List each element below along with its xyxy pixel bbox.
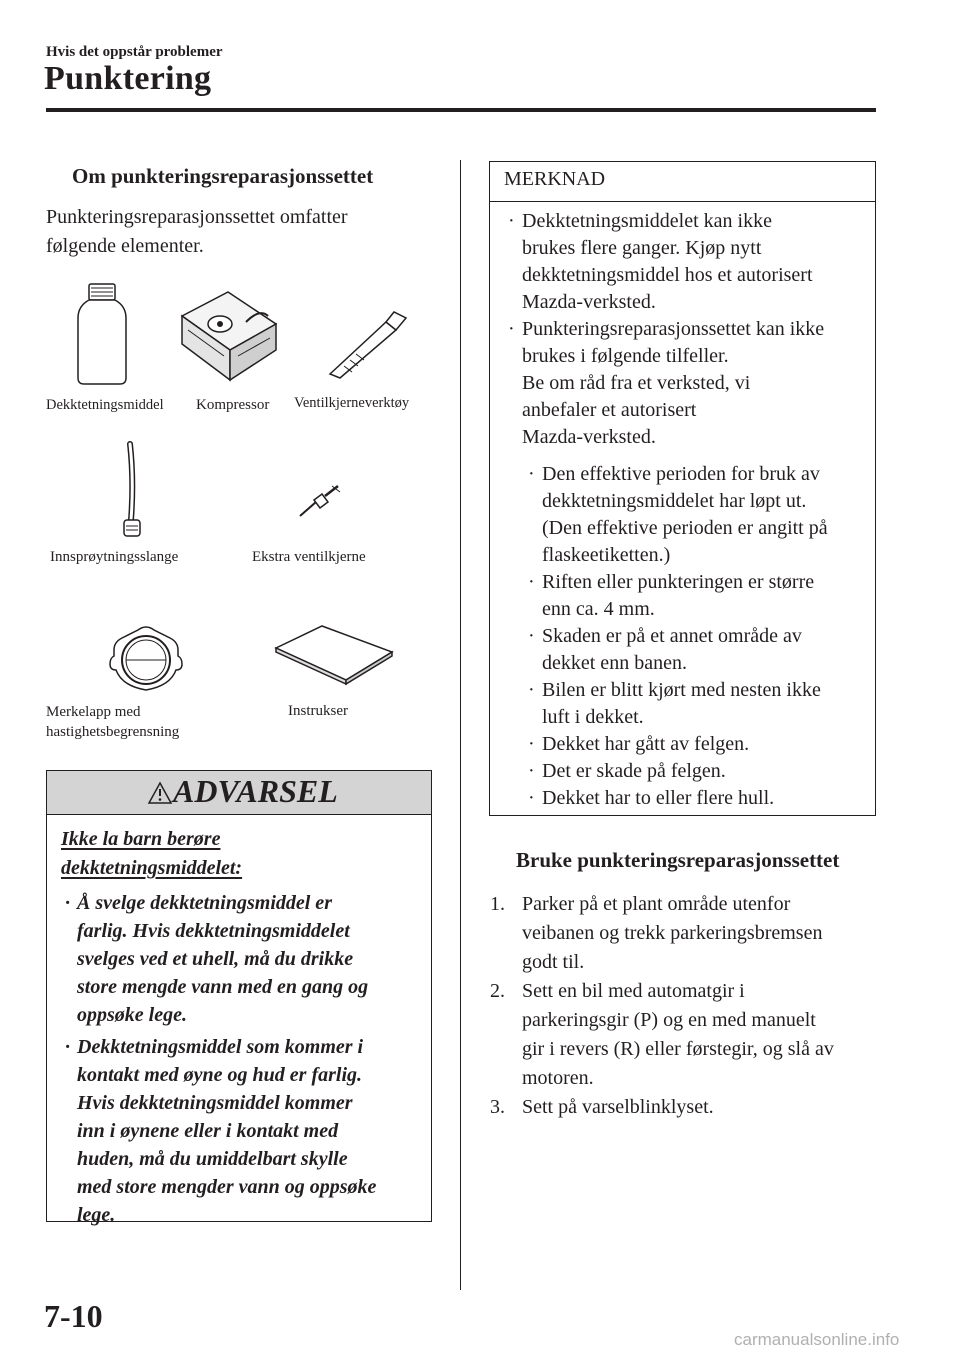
compressor-icon bbox=[176, 286, 280, 390]
note-sub-item-line: Den effektive perioden for bruk av bbox=[542, 463, 820, 485]
step-line: veibanen og trekk parkeringsbremsen bbox=[522, 922, 823, 944]
warning-item-line: kontakt med øyne og hud er farlig. bbox=[77, 1064, 363, 1086]
note-item-line: Be om råd fra et verksted, vi bbox=[522, 372, 751, 394]
kit-intro-line: Punkteringsreparasjonssettet omfatter bbox=[46, 206, 348, 228]
warning-item-line: inn i øynene eller i kontakt med bbox=[77, 1120, 339, 1142]
page-title: Punktering bbox=[44, 60, 212, 97]
step-number: 1. bbox=[490, 893, 505, 915]
note-sub-item bbox=[524, 623, 868, 677]
usage-heading: Bruke punkteringsreparasjonssettet bbox=[516, 848, 840, 872]
usage-step bbox=[490, 977, 876, 1093]
title-rule bbox=[46, 108, 876, 112]
note-item-line: Mazda-verksted. bbox=[522, 426, 656, 448]
usage-step bbox=[490, 1093, 876, 1122]
warning-item-line: svelges ved et uhell, må du drikke bbox=[77, 948, 354, 970]
note-sub-item bbox=[524, 731, 868, 758]
spare-valve-core-label: Ekstra ventilkjerne bbox=[252, 549, 366, 565]
note-sub-item-line: dekket enn banen. bbox=[542, 652, 687, 674]
note-header bbox=[490, 162, 875, 202]
note-sub-item-line: Skaden er på et annet område av bbox=[542, 625, 802, 647]
note-item-line: brukes i følgende tilfeller. bbox=[522, 345, 729, 367]
note-box bbox=[489, 161, 876, 816]
speed-limit-label-icon bbox=[108, 624, 184, 694]
note-sub-item bbox=[524, 677, 868, 731]
valve-tool-label: Ventilkjerneverktøy bbox=[294, 395, 410, 411]
warning-item bbox=[61, 889, 425, 1029]
warning-list bbox=[61, 889, 425, 1229]
bullet-dot: · bbox=[528, 760, 535, 782]
bullet-dot: · bbox=[508, 210, 515, 232]
kit-intro-line: følgende elementer. bbox=[46, 235, 204, 257]
note-item-line: anbefaler et autorisert bbox=[522, 399, 697, 421]
step-line: godt til. bbox=[522, 951, 585, 973]
note-sub-item bbox=[524, 758, 868, 785]
note-sub-item-line: Det er skade på felgen. bbox=[542, 760, 726, 782]
note-sub-item-line: Dekket har to eller flere hull. bbox=[542, 787, 775, 809]
bullet-dot: · bbox=[65, 1036, 70, 1058]
bullet-dot: · bbox=[508, 318, 515, 340]
warning-item bbox=[61, 1033, 425, 1229]
note-item-line: Dekktetningsmiddelet kan ikke bbox=[522, 210, 772, 232]
spare-valve-core-icon bbox=[296, 482, 344, 520]
section-label: Hvis det oppstår problemer bbox=[46, 44, 223, 60]
step-line: gir i revers (R) eller førstegir, og slå av bbox=[522, 1038, 834, 1060]
note-item-line: Mazda-verksted. bbox=[522, 291, 656, 313]
warning-item-line: lege. bbox=[77, 1204, 116, 1226]
compressor-label: Kompressor bbox=[196, 397, 270, 413]
step-line: motoren. bbox=[522, 1067, 594, 1089]
warning-item-line: med store mengder vann og oppsøke bbox=[77, 1176, 377, 1198]
step-line: Sett en bil med automatgir i bbox=[522, 980, 745, 1002]
note-list bbox=[504, 208, 868, 812]
injection-hose-icon bbox=[116, 440, 150, 540]
note-sub-item bbox=[524, 785, 868, 812]
note-sub-item-line: dekktetningsmiddelet har løpt ut. bbox=[542, 490, 807, 512]
bullet-dot: · bbox=[528, 679, 535, 701]
page-number: 7-10 bbox=[44, 1298, 103, 1334]
usage-steps bbox=[490, 890, 876, 1122]
step-number: 3. bbox=[490, 1096, 505, 1118]
warning-subtitle-line: Ikke la barn berøre bbox=[61, 828, 221, 850]
note-title: MERKNAD bbox=[504, 168, 606, 190]
note-item-line: Punkteringsreparasjonssettet kan ikke bbox=[522, 318, 825, 340]
warning-item-line: huden, må du umiddelbart skylle bbox=[77, 1148, 348, 1170]
note-sub-item bbox=[524, 569, 868, 623]
warning-item-line: Å svelge dekktetningsmiddel er bbox=[77, 892, 332, 914]
usage-step bbox=[490, 890, 876, 977]
note-sub-item-line: luft i dekket. bbox=[542, 706, 644, 728]
warning-item-line: oppsøke lege. bbox=[77, 1004, 187, 1026]
step-line: parkeringsgir (P) og en med manuelt bbox=[522, 1009, 816, 1031]
warning-item-line: Dekktetningsmiddel som kommer i bbox=[77, 1036, 364, 1058]
kit-intro bbox=[46, 203, 446, 261]
note-sub-item bbox=[524, 461, 868, 569]
warning-item-line: farlig. Hvis dekktetningsmiddelet bbox=[77, 920, 350, 942]
bullet-dot: · bbox=[528, 787, 535, 809]
note-sub-item-line: Dekket har gått av felgen. bbox=[542, 733, 750, 755]
note-item bbox=[504, 316, 868, 451]
note-item-line: dekktetningsmiddel hos et autorisert bbox=[522, 264, 813, 286]
instructions-booklet-icon bbox=[272, 622, 396, 686]
step-line: Sett på varselblinklyset. bbox=[522, 1096, 714, 1118]
warning-header bbox=[47, 771, 431, 815]
note-sub-item-line: Bilen er blitt kjørt med nesten ikke bbox=[542, 679, 821, 701]
speed-limit-label-line: hastighetsbegrensning bbox=[46, 724, 180, 740]
bullet-dot: · bbox=[528, 571, 535, 593]
note-sub-item-line: enn ca. 4 mm. bbox=[542, 598, 655, 620]
note-sub-item-line: (Den effektive perioden er angitt på bbox=[542, 517, 828, 539]
bullet-dot: · bbox=[65, 892, 70, 914]
warning-item-line: Hvis dekktetningsmiddel kommer bbox=[77, 1092, 353, 1114]
note-item bbox=[504, 208, 868, 316]
bullet-dot: · bbox=[528, 733, 535, 755]
step-number: 2. bbox=[490, 980, 505, 1002]
step-line: Parker på et plant område utenfor bbox=[522, 893, 791, 915]
note-sub-item-line: flaskeetiketten.) bbox=[542, 544, 671, 566]
kit-heading: Om punkteringsreparasjonssettet bbox=[72, 164, 374, 188]
warning-title: ADVARSEL bbox=[173, 773, 338, 809]
note-item-line: brukes flere ganger. Kjøp nytt bbox=[522, 237, 762, 259]
valve-tool-icon bbox=[324, 308, 412, 380]
note-sub-item-line: Riften eller punkteringen er større bbox=[542, 571, 815, 593]
note-sub-list bbox=[504, 461, 868, 812]
bullet-dot: · bbox=[528, 625, 535, 647]
warning-subtitle bbox=[61, 825, 242, 883]
warning-triangle-icon bbox=[147, 781, 173, 805]
column-divider bbox=[460, 160, 461, 1290]
injection-hose-label: Innsprøytningsslange bbox=[50, 549, 179, 565]
warning-box bbox=[46, 770, 432, 1226]
warning-subtitle-line: dekktetningsmiddelet: bbox=[61, 857, 243, 879]
sealant-label: Dekktetningsmiddel bbox=[46, 397, 164, 413]
watermark: carmanualsonline.info bbox=[734, 1330, 900, 1349]
sealant-bottle-icon bbox=[74, 282, 130, 386]
bullet-dot: · bbox=[528, 463, 535, 485]
warning-item-line: store mengde vann med en gang og bbox=[77, 976, 369, 998]
speed-limit-label-line: Merkelapp med bbox=[46, 704, 141, 720]
instructions-label: Instrukser bbox=[288, 703, 348, 719]
speed-limit-label-text bbox=[46, 702, 179, 742]
